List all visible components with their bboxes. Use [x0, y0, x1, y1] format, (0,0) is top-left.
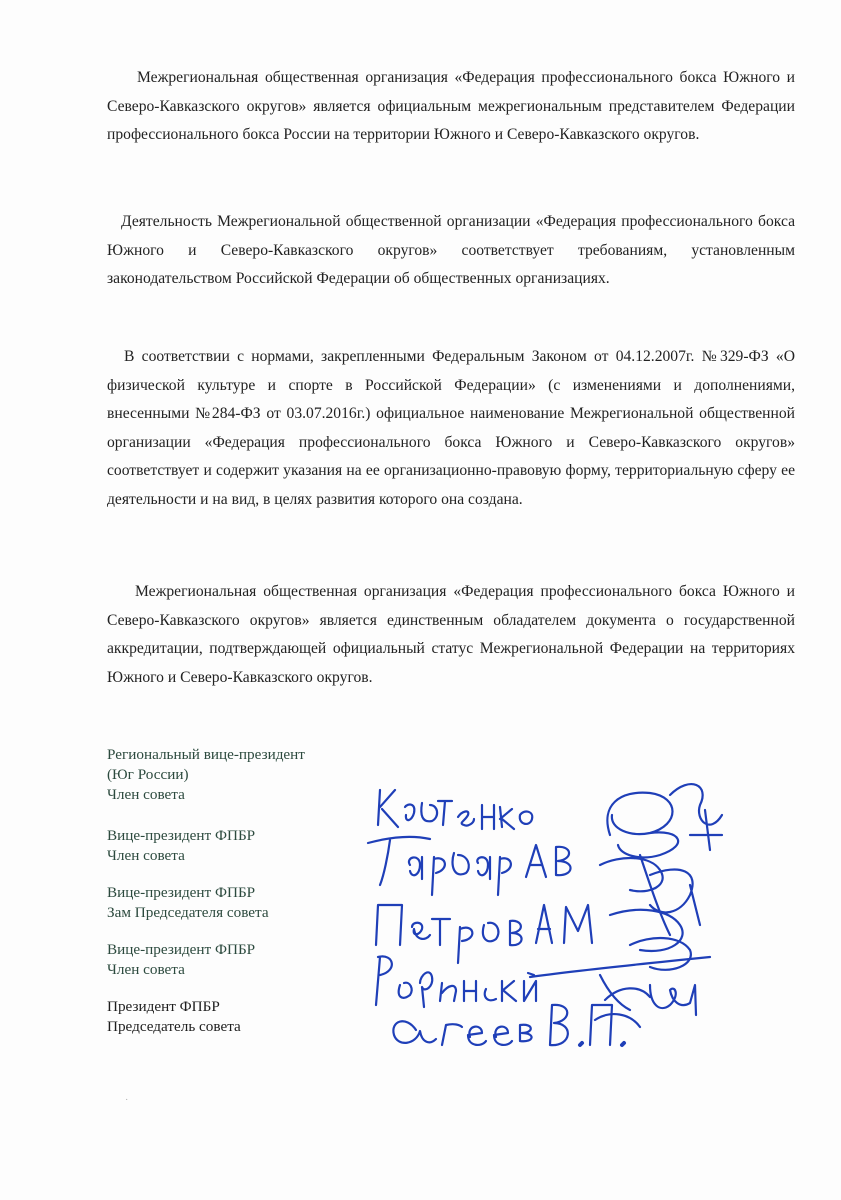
scan-mark: ˙: [125, 1098, 129, 1109]
signatory-title: Президент ФПБР: [107, 998, 220, 1015]
signature-name-krotenko: [378, 790, 532, 829]
signatory-title: Региональный вице-президент: [107, 746, 305, 763]
signature-flourishes: [530, 784, 722, 1027]
signatory-role: Член совета: [107, 847, 185, 864]
signatory-president: [107, 997, 241, 1037]
signatory-role: Зам Председателя совета: [107, 904, 269, 921]
signature-name-ryabinsky: [376, 956, 536, 1007]
signature-name-garbar: [368, 837, 571, 895]
signatory-title: Вице-президент ФПБР: [107, 827, 256, 844]
signatory-role: Член совета: [107, 961, 185, 978]
signatory-role: Член совета: [107, 786, 185, 803]
paragraph-sole-holder: Межрегиональная общественная организация «Федерация профессионального бокса Южного и Северо-Кавказского округов» является единственным обладателем документа о государственной аккредитации, подтверждающей официальный статус Межрегиональной Федерации на территориях Южного и Северо-Кавказского округов.: [107, 583, 795, 686]
signatory-title: Вице-президент ФПБР: [107, 884, 256, 901]
paragraph-accreditation-representative: Межрегиональная общественная организация «Федерация профессионального бокса Южного и Северо-Кавказского округов» является официальным межрегиональным представителем Федерации профессионального бокса России на территории Южного и Северо-Кавказского округов.: [107, 69, 795, 143]
signature-name-ageev: [393, 1005, 624, 1045]
paragraph-legal-compliance: Деятельность Межрегиональной общественной организации «Федерация профессионального бокса Южного и Северо-Кавказского округов» соответствует требованиям, установленным законодательством Российской Федерации об общественных организациях.: [107, 213, 795, 287]
signatory-region: (Юг России): [107, 766, 189, 783]
signatory-title: Вице-президент ФПБР: [107, 941, 256, 958]
signatory-vp-council-member-2: [107, 940, 255, 980]
signatory-regional-vp: [107, 745, 305, 805]
handwritten-signatures: [350, 745, 730, 1065]
signatory-vp-deputy-chair: [107, 883, 269, 923]
signatory-role: Председатель совета: [107, 1018, 241, 1035]
signatory-vp-council-member: [107, 826, 255, 866]
signature-name-petrov: [376, 905, 592, 963]
paragraph-federal-law: В соответствии с нормами, закрепленными Федеральным Законом от 04.12.2007г. №329-ФЗ «О физической культуре и спорте в Российской Федерации» (с изменениями и дополнениями, внесенными №284-ФЗ от 03.07.2016г.) официальное наименование Межрегиональной общественной организации «Федерация профессионального бокса Южного и Северо-Кавказского округов» соответствует и содержит указания на ее организационно-правовую форму, территориальную сферу ее деятельности и на вид, в целях развития которого она создана.: [107, 348, 795, 508]
